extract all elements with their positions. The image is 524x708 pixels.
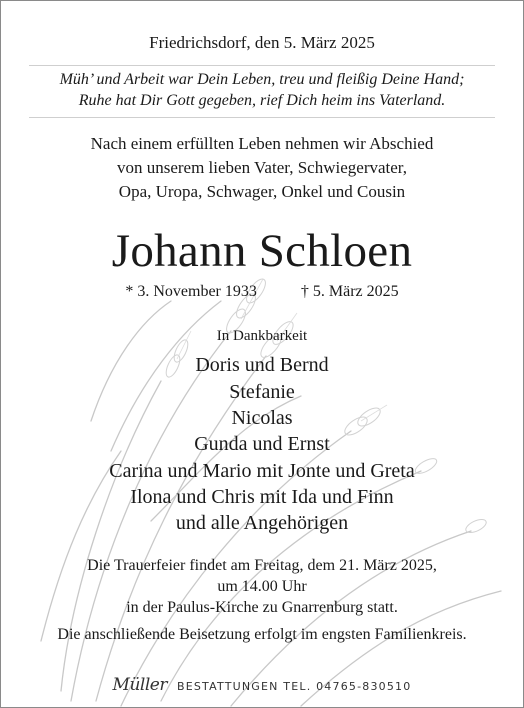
family-member: und alle Angehörigen [175,512,349,534]
family-member: Stefanie [229,381,295,403]
birth-date: * 3. November 1933 [125,283,257,300]
place-date: Friedrichsdorf, den 5. März 2025 [149,33,375,52]
service-location: in der Paulus-Kirche zu Gnarrenburg statt. [126,599,398,616]
service-time: um 14.00 Uhr [217,578,307,595]
gratitude-label: In Dankbarkeit [216,328,308,344]
intro-line: Opa, Uropa, Schwager, Onkel und Cousin [118,182,406,201]
family-member: Nicolas [231,407,293,429]
family-member: Gunda und Ernst [194,433,330,455]
deceased-name: Johann Schloen [111,225,413,277]
burial-info: Die anschließende Beisetzung erfolgt im engsten Familienkreis. [57,626,467,643]
funeral-home-signature: Müller [112,675,167,695]
funeral-home-footer [1,675,523,695]
family-member: Carina und Mario mit Jonte und Greta [109,460,415,482]
verse-line: Müh’ und Arbeit war Dein Leben, treu und fleißig Deine Hand; [59,71,465,88]
family-member: Ilona und Chris mit Ida und Finn [130,486,394,508]
death-date: † 5. März 2025 [300,283,399,300]
verse-line: Ruhe hat Dir Gott gegeben, rief Dich heim ins Vaterland. [78,92,446,109]
family-member: Doris und Bernd [195,354,329,376]
top-divider [29,65,495,66]
verse-divider [29,117,495,118]
intro-line: Nach einem erfüllten Leben nehmen wir Abschied [90,134,434,153]
intro-line: von unserem lieben Vater, Schwiegervater, [116,158,408,177]
service-info: Die Trauerfeier findet am Freitag, dem 21. März 2025, [87,557,437,574]
funeral-home-contact: BESTATTUNGEN TEL. 04765-830510 [176,680,412,693]
life-dates [1,283,523,301]
